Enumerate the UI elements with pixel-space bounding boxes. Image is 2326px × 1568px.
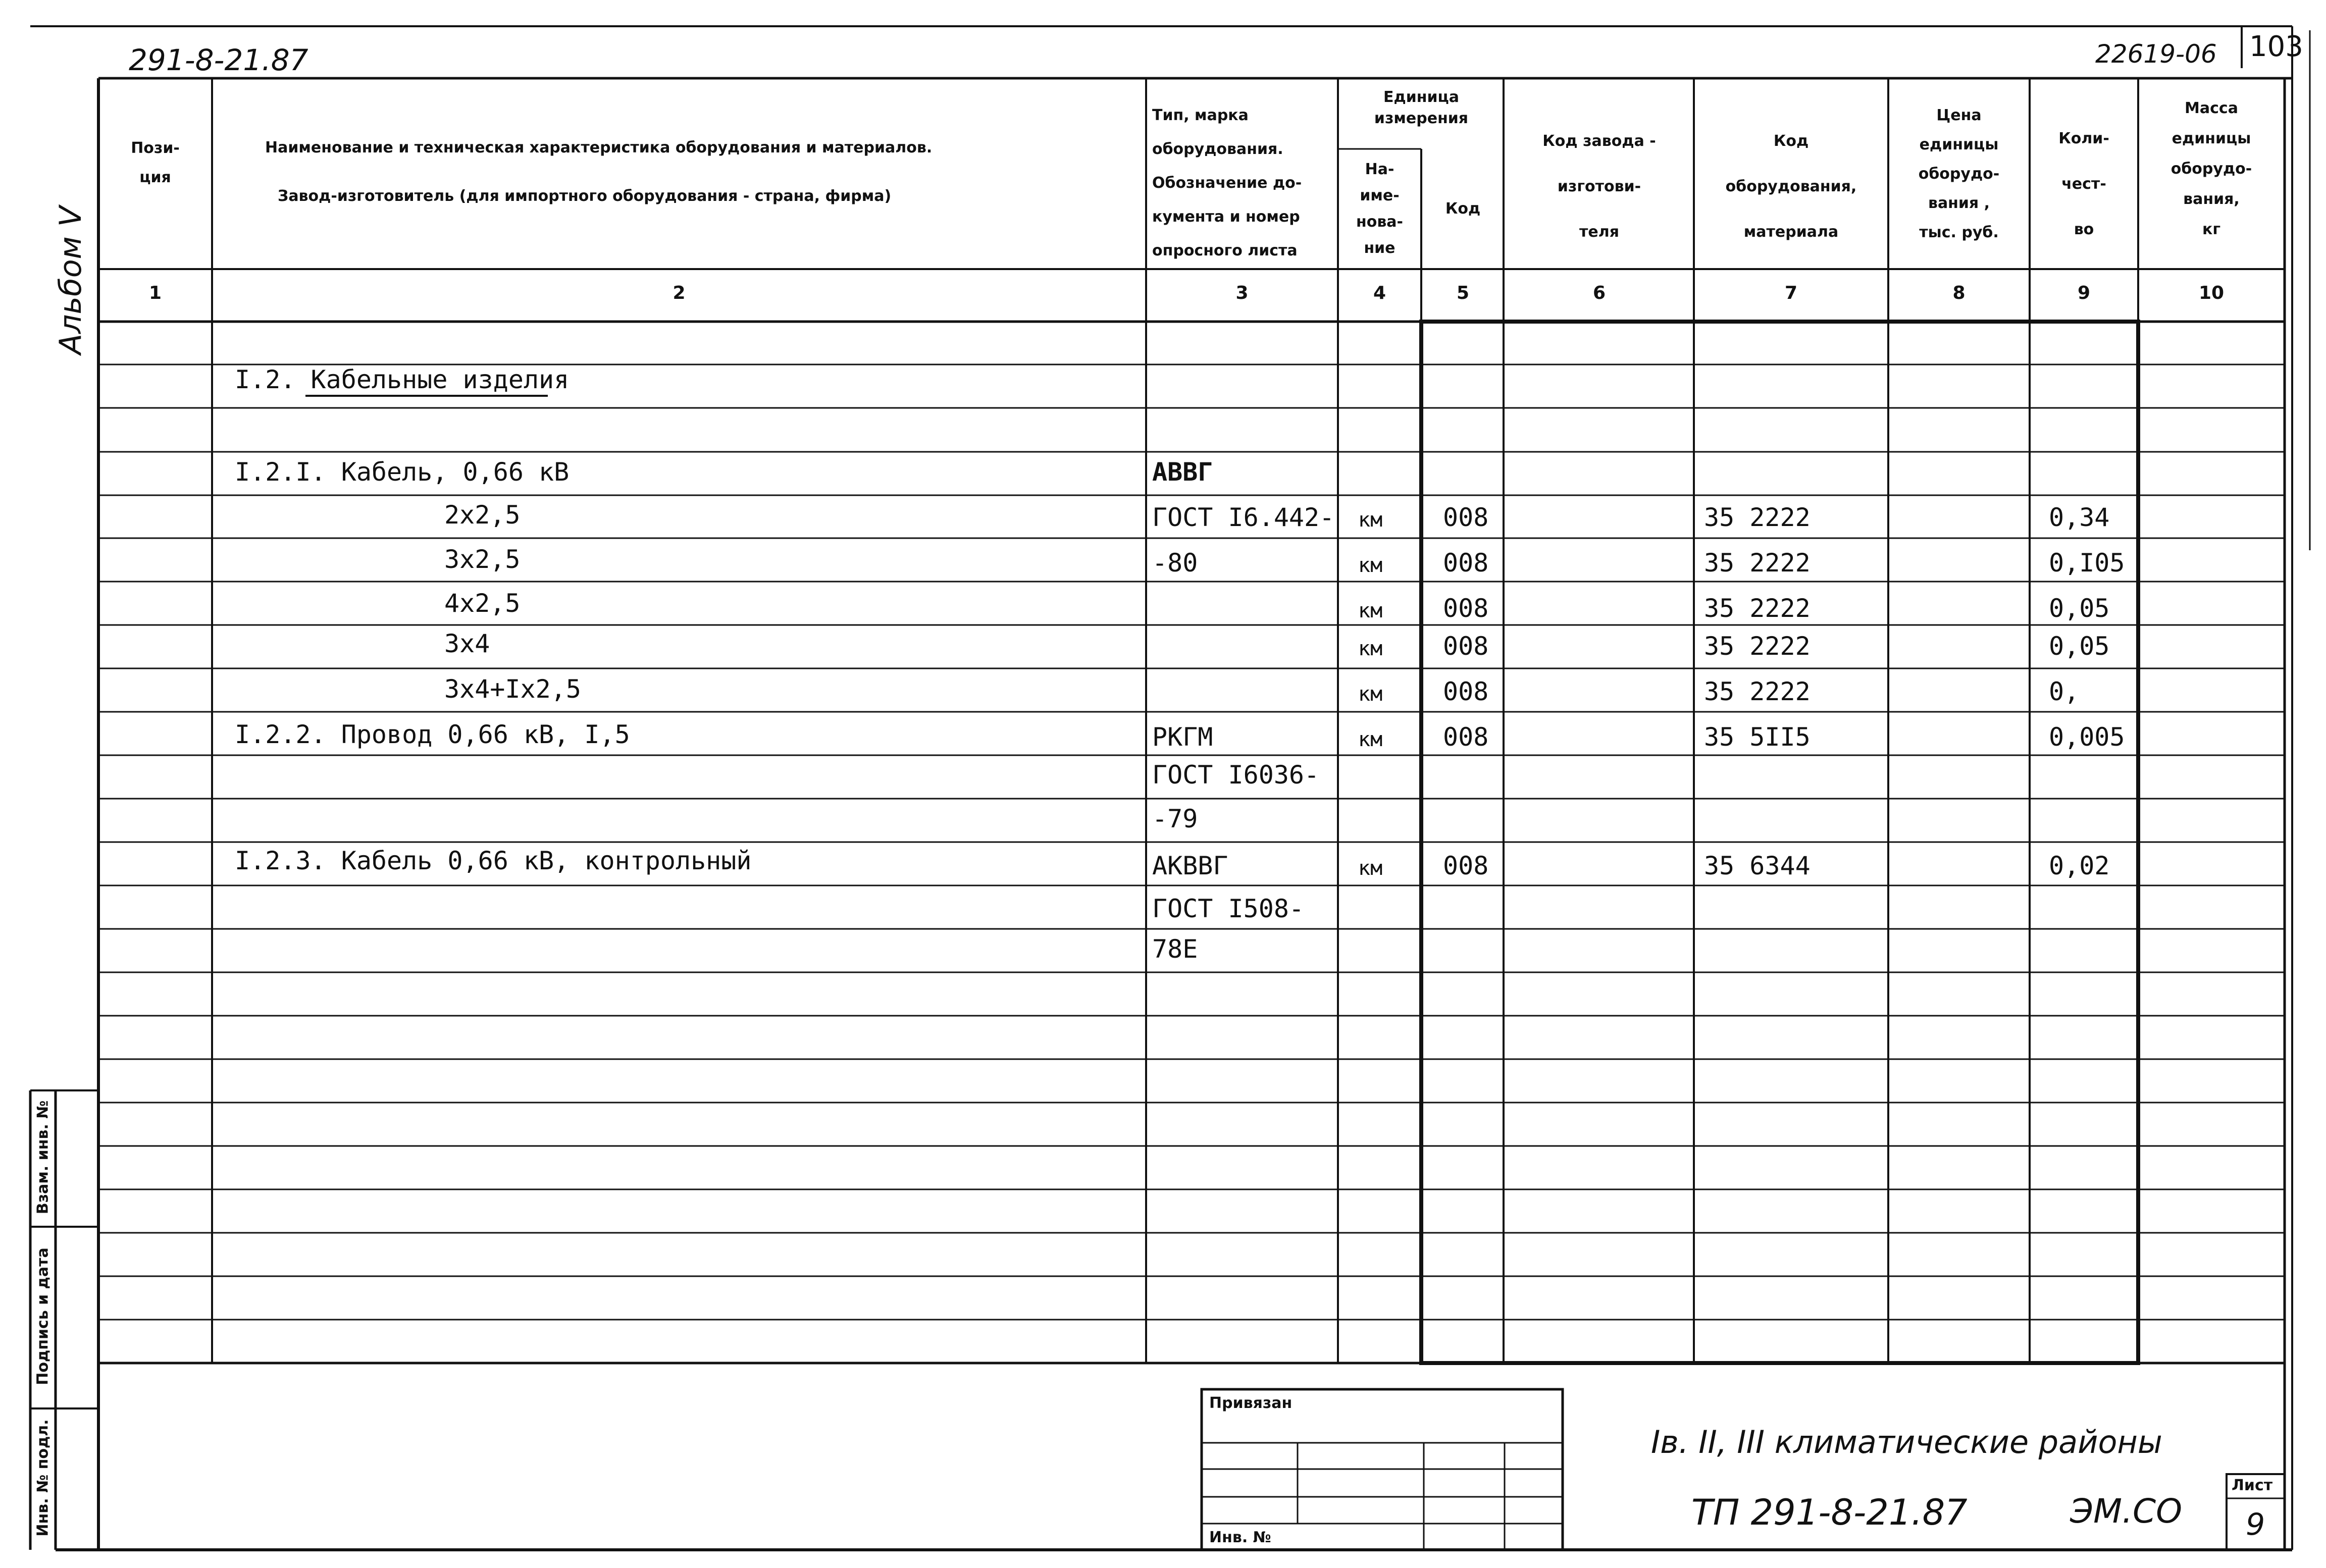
table-row-name: 4х2,5 (444, 589, 521, 618)
table-row-material: 35 6344 (1704, 851, 1811, 880)
table-row-code: 008 (1443, 503, 1489, 532)
table-row-material: 35 2222 (1704, 503, 1811, 532)
table-row-quantity: 0,05 (2049, 632, 2110, 661)
table-row-quantity: 0,02 (2049, 851, 2110, 880)
header-unit-group: Единица измерения (1374, 88, 1469, 127)
table-row-type: -80 (1152, 548, 1198, 578)
col-number-7: 7 (1784, 283, 1798, 303)
col-number-2: 2 (673, 283, 686, 303)
header-quantity: Коли- чест- во (2058, 130, 2109, 238)
col-number-5: 5 (1456, 283, 1470, 303)
table-row-code: 008 (1443, 851, 1489, 880)
header-type: Тип, марка оборудования. Обозначение до- кумента и номер опросного листа (1152, 107, 1302, 259)
table-row-name: I.2.I. Кабель, 0,66 кВ (235, 457, 570, 487)
stamp-bound-label: Привязан (1209, 1394, 1293, 1412)
header-name: Наименование и техническая характеристика оборудования и материалов. Завод-изготовитель (для импортного оборудования - страна, фирма) (265, 139, 933, 205)
table-row-code: 008 (1443, 722, 1489, 752)
col-number-3: 3 (1235, 283, 1249, 303)
table-row-quantity: 0,I05 (2049, 548, 2125, 578)
table-row-section-title: I.2. Кабельные изделия (235, 365, 570, 394)
header-mass: Масса единицы оборудо- вания, кг (2170, 99, 2252, 238)
table-row-material: 35 2222 (1704, 632, 1811, 661)
table-row-name: I.2.2. Провод 0,66 кВ, I,5 (235, 720, 630, 749)
table-row-quantity: 0, (2049, 677, 2080, 706)
section-title-underline (305, 395, 548, 397)
page-corner-number: 103 (2249, 30, 2303, 63)
table-row-type: АКВВГ (1152, 851, 1228, 880)
table-row-code: 008 (1443, 548, 1489, 578)
side-field-signature-date: Подпись и дата (34, 1247, 52, 1385)
side-field-replace-inv: Взам. инв. № (34, 1100, 52, 1215)
table-row-material: 35 2222 (1704, 594, 1811, 623)
table-row-quantity: 0,005 (2049, 722, 2125, 752)
table-row-material: 35 5II5 (1704, 722, 1811, 752)
table-row-type: ГОСТ I508- (1152, 894, 1305, 923)
table-row-unit: км (1358, 554, 1383, 577)
header-factory-code: Код завода - изготови- теля (1542, 132, 1656, 241)
col-number-9: 9 (2077, 283, 2091, 303)
col-number-1: 1 (148, 283, 162, 303)
table-row-type: РКГМ (1152, 722, 1213, 752)
col-number-8: 8 (1952, 283, 1966, 303)
table-row-quantity: 0,05 (2049, 594, 2110, 623)
stamp-sheet-label: Лист (2232, 1477, 2273, 1494)
table-row-unit: км (1358, 508, 1383, 532)
table-row-quantity: 0,34 (2049, 503, 2110, 532)
header-unit-code: Код (1445, 200, 1481, 218)
table-row-type: ГОСТ I6.442- (1152, 503, 1335, 532)
table-row-name: I.2.3. Кабель 0,66 кВ, контрольный (235, 846, 752, 875)
table-row-unit: км (1358, 683, 1383, 706)
stamp-inv-label: Инв. № (1209, 1529, 1271, 1546)
stamp-mark: ЭМ.СО (2070, 1492, 2183, 1531)
col-number-6: 6 (1592, 283, 1606, 303)
table-row-type: АВВГ (1152, 457, 1213, 487)
album-label: Альбом V (53, 206, 88, 354)
stamp-doc-code: ТП 291-8-21.87 (1691, 1492, 1968, 1533)
table-row-unit: км (1358, 599, 1383, 622)
header-unit-name: На- име- нова- ние (1356, 161, 1404, 257)
table-row-type: 78Е (1152, 934, 1198, 964)
stamp-climate: Iв. II, III климатические районы (1651, 1424, 2162, 1460)
header-price: Цена единицы оборудо- вания , тыс. руб. (1918, 107, 2000, 241)
table-row-name: 3х4 (444, 629, 490, 658)
stamp-sheet-number: 9 (2246, 1507, 2265, 1542)
doc-code-top-right: 22619-06 (2095, 39, 2217, 69)
header-material-code: Код оборудования, материала (1725, 132, 1857, 241)
table-row-code: 008 (1443, 632, 1489, 661)
side-field-original-inv: Инв. № подл. (34, 1419, 52, 1537)
table-row-type: ГОСТ I6036- (1152, 760, 1320, 790)
col-number-4: 4 (1373, 283, 1386, 303)
header-position: Пози- ция (131, 139, 180, 186)
table-row-code: 008 (1443, 677, 1489, 706)
table-row-type: -79 (1152, 804, 1198, 833)
col-number-10: 10 (2198, 283, 2225, 303)
doc-code-top-left: 291-8-21.87 (129, 43, 308, 77)
table-row-name: 3х2,5 (444, 545, 521, 574)
table-row-unit: км (1358, 637, 1383, 660)
table-row-code: 008 (1443, 594, 1489, 623)
table-row-name: 2х2,5 (444, 500, 521, 530)
table-row-material: 35 2222 (1704, 677, 1811, 706)
table-row-material: 35 2222 (1704, 548, 1811, 578)
table-row-unit: км (1358, 728, 1383, 751)
table-row-unit: км (1358, 857, 1383, 880)
table-row-name: 3х4+Iх2,5 (444, 674, 581, 704)
